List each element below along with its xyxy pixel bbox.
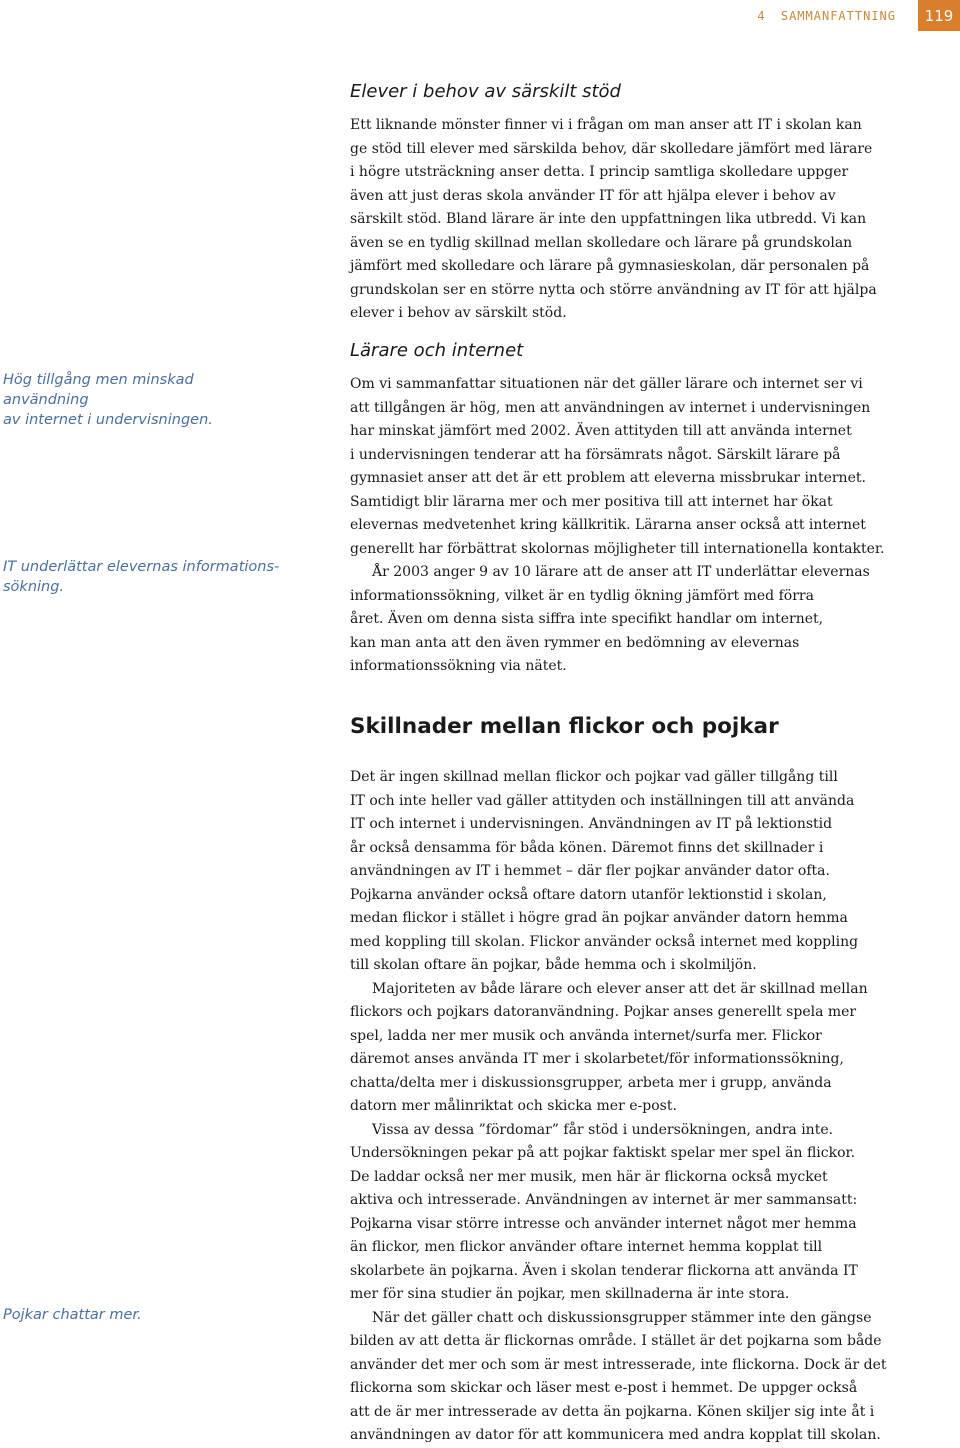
section-teachers-internet [350,340,910,679]
section-special-support [350,81,910,326]
paragraph: Det är ingen skillnad mellan flickor och pojkar vad gäller tillgång till IT och inte heller vad gäller attityden och inställningen till att använda IT och internet i undervisningen. Användningen av IT på lektionstid år också densamma för båda könen. Däremot finns det skillnader i användningen av IT i hemmet – där fler pojkar använder dator ofta. Pojkarna använder också oftare datorn utanför lektionstid i skolan, medan flickor i stället i högre grad än pojkar använder datorn hemma med koppling till skolan. Flickor använder också internet med koppling till skolan oftare än pojkar, både hemma och i skolmiljön. [350,769,859,973]
section-gender-differences [350,713,910,1448]
chapter-title: SAMMANFATTNING [780,8,896,23]
section-heading: Skillnader mellan flickor och pojkar [350,714,779,739]
paragraph: När det gäller chatt och diskussionsgrupper stämmer inte den gängse bilden av att detta är flickornas område. I stället är det pojkarna som både använder det mer och som är mest intresserade, inte flickorna. Dock är det flickorna som skickar och läser mest e-post i hemmet. De uppger också att de är mer intresserade av detta än pojkarna. Könen skiljer sig inte åt i användningen av dator för att kommunicera med andra kopplat till skolan. [350,1309,887,1443]
sidebar-note-info-search: IT underlättar elevernas informations- sökning. [3,559,280,595]
sidebar-note-chat: Pojkar chattar mer. [3,1307,142,1323]
paragraph: År 2003 anger 9 av 10 lärare att de anser att IT underlättar elevernas informationssökning, vilket är en tydlig ökning jämfört med förra året. Även om denna sista siffra inte specifikt handlar om internet, kan man anta att den även rymmer en bedömning av elevernas informationssökning via nätet. [350,564,870,674]
section-heading: Elever i behov av särskilt stöd [350,81,621,102]
chapter-number: 4 [757,8,766,23]
sidebar-note-access: Hög tillgång men minskad användning av internet i undervisningen. [3,372,213,428]
paragraph: Om vi sammanfattar situationen när det gäller lärare och internet ser vi att tillgången är hög, men att användningen av internet i undervisningen har minskat jämfört med 2002. Även attityden till att använda internet i undervisningen tenderar att ha försämrats något. Särskilt lärare på gymnasiet anser att det är ett problem att eleverna missbrukar internet. Samtidigt blir lärarna mer och mer positiva till att internet har ökat elevernas medvetenhet kring källkritik. Lärarna anser också att internet generellt har förbättrat skolornas möjligheter till internationella kontakter. [350,376,885,557]
page-header [757,0,960,31]
page-number: 119 [918,0,960,31]
chapter-label [757,9,896,23]
section-heading: Lärare och internet [350,340,524,361]
paragraph: Majoriteten av både lärare och elever anser att det är skillnad mellan flickors och pojkars datoranvändning. Pojkar anses generellt spela mer spel, ladda ner mer musik och använda internet/surfa mer. Flickor däremot anses använda IT mer i skolarbetet/för informationssökning, chatta/delta mer i diskussionsgrupper, arbeta mer i grupp, använda datorn mer målinriktat och skicka mer e-post. [350,980,868,1114]
paragraph: Vissa av dessa ”fördomar” får stöd i undersökningen, andra inte. Undersökningen pekar på att pojkar faktiskt spelar mer spel än flickor. De laddar också ner mer musik, men här är flickorna också mycket aktiva och intresserade. Användningen av internet är mer sammansatt: Pojkarna visar större intresse och använder internet något mer hemma än flickor, men flickor använder oftare internet hemma kopplat till skolarbete än pojkarna. Även i skolan tenderar flickorna att använda IT mer för sina studier än pojkar, men skillnaderna är inte stora. [350,1121,858,1302]
paragraph: Ett liknande mönster finner vi i frågan om man anser att IT i skolan kan ge stöd till elever med särskilda behov, där skolledare jämfört med lärare i högre utsträckning anser detta. I princip samtliga skolledare uppger även att just deras skola använder IT för att hjälpa elever i behov av särskilt stöd. Bland lärare är inte den uppfattningen lika utbredd. Vi kan även se en tydlig skillnad mellan skolledare och lärare på grundskolan jämfört med skolledare och lärare på gymnasieskolan, där personalen på grundskolan ser en större nytta och större användning av IT för att hjälpa elever i behov av särskilt stöd. [350,117,877,321]
